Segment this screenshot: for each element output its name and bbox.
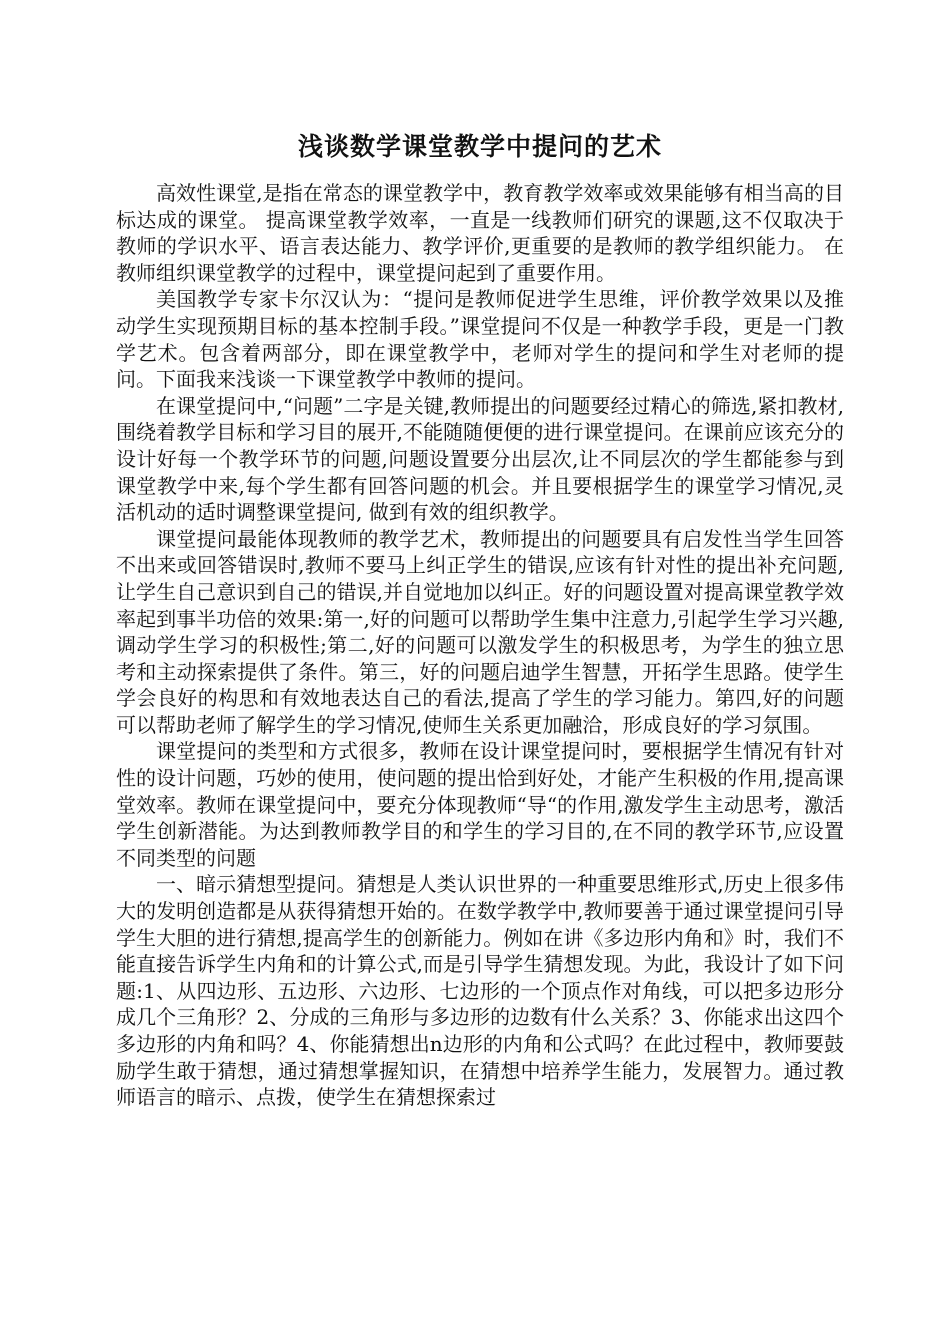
paragraph-question-art: 课堂提问最能体现教师的教学艺术，教师提出的问题要具有启发性当学生回答不出来或回答错误时,教师不要马上纠正学生的错误,应该有针对性的提出补充问题,让学生自己意识到自己的错误,并自觉地加以纠正。好的问题设置对提高课堂教学效率起到事半功倍的效果:第一,好的问题可以帮助学生集中注意力,引起学生学习兴趣,调动学生学习的积极性;第二,好的问题可以激发学生的积极思考，为学生的独立思考和主动探索提供了条件。第三，好的问题启迪学生智慧，开拓学生思路。使学生学会良好的构思和有效地表达自己的看法,提高了学生的学习能力。第四,好的问题可以帮助老师了解学生的学习情况,使师生关系更加融洽，形成良好的学习氛围。 [116, 526, 844, 737]
paragraph-question-key: 在课堂提问中,“问题”二字是关键,教师提出的问题要经过精心的筛选,紧扣教材,围绕着教学目标和学习目的展开,不能随随便便的进行课堂提问。在课前应该充分的设计好每一个教学环节的问题,问题设置要分出层次,让不同层次的学生都能参与到课堂教学中来,每个学生都有回答问题的机会。并且要根据学生的课堂学习情况,灵活机动的适时调整课堂提问, 做到有效的组织教学。 [116, 393, 844, 525]
paragraph-quote: 美国教学专家卡尔汉认为：“提问是教师促进学生思维，评价教学效果以及推动学生实现预期目标的基本控制手段。”课堂提问不仅是一种教学手段，更是一门教学艺术。包含着两部分，即在课堂教学中，老师对学生的提问和学生对老师的提问。下面我来浅谈一下课堂教学中教师的提问。 [116, 287, 844, 392]
paragraph-question-types: 课堂提问的类型和方式很多，教师在设计课堂提问时，要根据学生情况有针对性的设计问题，巧妙的使用，使问题的提出恰到好处，才能产生积极的作用,提高课堂效率。教师在课堂提问中，要充分体现教师“导“的作用,激发学生主动思考，激活学生创新潜能。为达到教师教学目的和学生的学习目的,在不同的教学环节,应设置不同类型的问题 [116, 739, 844, 870]
document-body [116, 180, 844, 1111]
paragraph-guess-type: 一、暗示猜想型提问。猜想是人类认识世界的一种重要思维形式,历史上很多伟大的发明创造都是从获得猜想开始的。在数学教学中,教师要善于通过课堂提问引导学生大胆的进行猜想,提高学生的创新能力。例如在讲《多边形内角和》时，我们不能直接告诉学生内角和的计算公式,而是引导学生猜想发现。为此，我设计了如下问题:1、从四边形、五边形、六边形、七边形的一个顶点作对角线，可以把多边形分成几个三角形？2、分成的三角形与多边形的边数有什么关系？3、你能求出这四个多边形的内角和吗？4、你能猜想出n边形的内角和公式吗？在此过程中，教师要鼓励学生敢于猜想，通过猜想掌握知识，在猜想中培养学生能力，发展智力。通过教师语言的暗示、点拨，使学生在猜想探索过 [116, 872, 844, 1110]
document-page [116, 130, 844, 1111]
paragraph-intro: 高效性课堂,是指在常态的课堂教学中，教育教学效率或效果能够有相当高的目标达成的课堂。 提高课堂教学效率，一直是一线教师们研究的课题,这不仅取决于教师的学识水平、语言表达能力、教学评价,更重要的是教师的教学组织能力。 在教师组织课堂教学的过程中，课堂提问起到了重要作用。 [116, 181, 844, 285]
document-title: 浅谈数学课堂教学中提问的艺术 [297, 132, 662, 161]
